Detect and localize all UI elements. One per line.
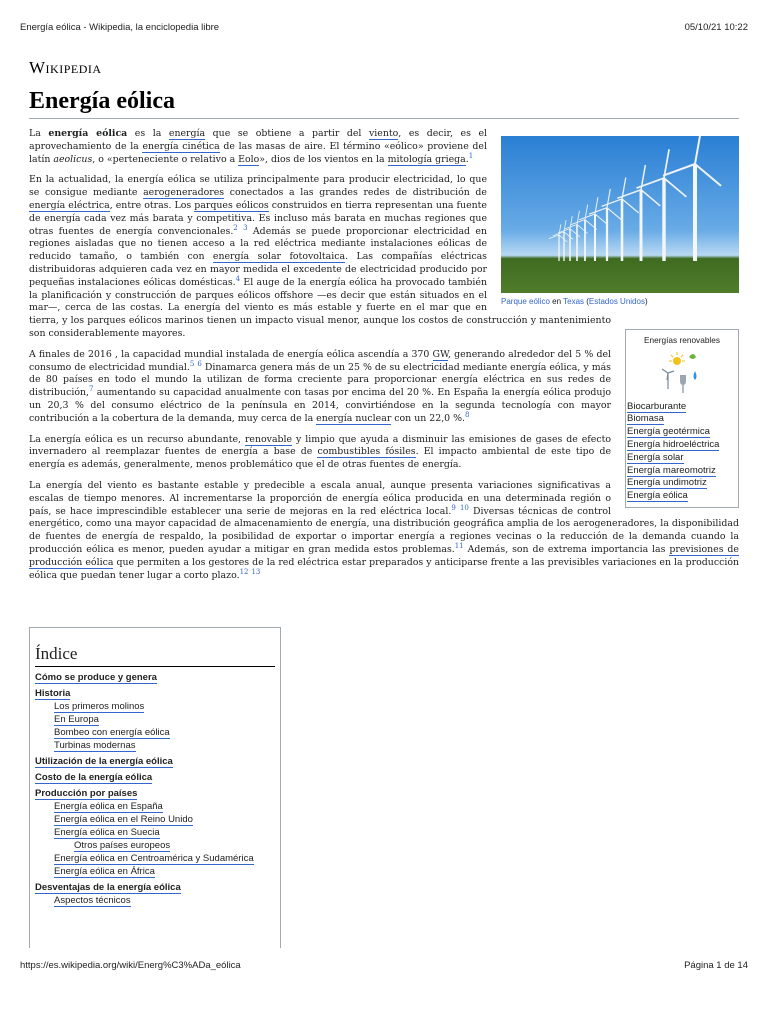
ref-12[interactable]: 12 xyxy=(239,567,249,576)
navbox-item[interactable]: Energía geotérmica xyxy=(627,426,710,438)
link-renovable[interactable]: renovable xyxy=(244,433,293,445)
print-header xyxy=(20,22,748,33)
toc-item[interactable]: Energía eólica en España xyxy=(54,801,163,812)
ref-10[interactable]: 10 xyxy=(459,503,469,512)
link-energia-electrica[interactable]: energía eléctrica xyxy=(29,199,110,211)
link-previsiones-produccion-eolica[interactable]: previsiones de producción eólica xyxy=(29,543,739,568)
renewables-navbox xyxy=(625,329,739,508)
table-of-contents xyxy=(29,627,281,948)
print-datetime: 05/10/21 10:22 xyxy=(684,22,748,33)
toc-item[interactable]: Otros países europeos xyxy=(74,840,171,851)
ref-2[interactable]: 2 xyxy=(233,223,238,232)
wikipedia-logo[interactable]: Wikipedia xyxy=(29,58,102,77)
ref-9[interactable]: 9 xyxy=(451,503,456,512)
caption-link-texas[interactable]: Texas xyxy=(563,297,585,306)
link-combustibles-fosiles[interactable]: combustibles fósiles xyxy=(317,446,416,458)
link-gw[interactable]: GW xyxy=(432,348,448,360)
navbox-item[interactable]: Biomasa xyxy=(627,413,664,425)
toc-item[interactable]: Historia xyxy=(35,688,71,699)
toc-item[interactable]: Costo de la energía eólica xyxy=(35,772,153,783)
toc-item[interactable]: Energía eólica en el Reino Unido xyxy=(54,814,193,825)
print-footer xyxy=(20,960,748,971)
paragraph-1: La energía eólica es la energía que se obtiene a partir del viento, es decir, es el aprovechamiento de la energía cinética de las masas de aire. El término «eólico» proviene del latín aeolicus, o «perteneciente o relativo a Eolo», dios de los vientos en la mitología griega.$^1$ xyxy=(29,128,488,165)
toc-item[interactable]: Bombeo con energía eólica xyxy=(54,727,170,738)
article-image-box xyxy=(501,136,739,309)
image-caption: Parque eólico en Texas (Estados Unidos) xyxy=(501,297,648,306)
toc-item[interactable]: Desventajas de la energía eólica xyxy=(35,882,181,893)
caption-link-eeuu[interactable]: Estados Unidos xyxy=(588,297,645,306)
link-viento[interactable]: viento xyxy=(369,128,399,139)
navbox-item[interactable]: Energía hidroeléctrica xyxy=(627,438,720,450)
toc-item[interactable]: Energía eólica en Centroamérica y Sudamérica xyxy=(54,853,254,864)
toc-item[interactable]: Los primeros molinos xyxy=(54,701,145,712)
ref-5[interactable]: 5 xyxy=(189,359,195,368)
ref-1[interactable]: 1 xyxy=(468,151,474,160)
link-energia[interactable]: energía xyxy=(168,128,206,139)
ref-4[interactable]: 4 xyxy=(235,274,241,283)
ref-13[interactable]: 13 xyxy=(251,567,261,576)
navbox-item[interactable]: Biocarburante xyxy=(627,400,687,412)
toc-title: Índice xyxy=(35,644,275,667)
link-energia-nuclear[interactable]: energía nuclear xyxy=(316,412,392,424)
tab-title: Energía eólica - Wikipedia, la enciclopedia libre xyxy=(20,22,220,33)
toc-item[interactable]: Energía eólica en Suecia xyxy=(54,827,160,838)
wind-turbines-illustration xyxy=(501,136,739,293)
link-eolo[interactable]: Eolo xyxy=(238,153,260,165)
article-body xyxy=(29,128,739,590)
ref-8[interactable]: 8 xyxy=(465,410,470,419)
wind-farm-photo[interactable] xyxy=(501,136,739,293)
paragraph-3: A finales de 2016 , la capacidad mundial instalada de energía eólica ascendía a 370 GW, generando alrededor del 5 % del consumo de electricidad mundial.$^5$ $^6$ Dinamarca genera más de un 25 % de su electricidad mediante energía eólica, y más de 80 países en todo el mundo la utilizan de forma creciente para proporcionar energía eléctrica en sus redes de distribución,$^7$ aumentando su capacidad anualmente con tasas por encima del 20 %. En España la energía eólica produjo un 20,3 % del consumo eléctrico de la península en 2014, convirtiéndose en la segunda tecnología con mayor contribución a la cobertura de la demanda, muy cerca de la energía nuclear con un 22,0 %.$^8$ xyxy=(29,348,612,424)
toc-item[interactable]: Energía eólica en África xyxy=(54,866,155,877)
ref-11[interactable]: 11 xyxy=(454,541,464,550)
navbox-item[interactable]: Energía eólica xyxy=(627,490,688,502)
link-mitologia-griega[interactable]: mitología griega xyxy=(387,153,466,165)
toc-item[interactable]: Utilización de la energía eólica xyxy=(35,756,173,767)
toc-list xyxy=(30,672,280,906)
navbox-title: Energías renovables xyxy=(643,334,721,345)
link-energia-cinetica[interactable]: energía cinética xyxy=(142,140,220,152)
ref-6[interactable]: 6 xyxy=(197,359,202,368)
link-parques-eolicos[interactable]: parques eólicos xyxy=(194,199,269,211)
toc-item[interactable]: En Europa xyxy=(54,714,99,725)
toc-item[interactable]: Turbinas modernas xyxy=(54,740,136,751)
toc-item[interactable]: Producción por países xyxy=(35,788,138,799)
paragraph-2: En la actualidad, la energía eólica se utiliza principalmente para producir electricidad, lo que se consigue mediante aerogeneradores conectados a las grandes redes de distribución de energía eléctrica, entre otras. Los parques eólicos construidos en tierra representan una fuente de energía cada vez más barata y competitiva. Es incluso más barata en muchas regiones que otras fuentes de energía convencionales.$^2$ $^3$ Además se puede proporcionar electricidad en regiones aisladas que no tienen acceso a la red eléctrica mediante instalaciones eólicas de reducido tamaño, o también con energía solar fotovoltaica. Las compañías eléctricas distribuidoras adquieren cada vez en mayor medida el excedente de electricidad producido por pequeñas instalaciones eólicas domésticas.$^4$ El auge de la energía eólica ha provocado también la planificación y construcción de parques eólicos offshore —es decir que están situados en el mar—, cerca de las costas. La energía del viento es más estable y fuerte en el mar que en tierra, y los parques eólicos marinos tienen un impacto visual menor, aunque los costos de construcción y mantenimiento son considerablemente mayores. xyxy=(29,174,611,339)
paragraph-5: La energía del viento es bastante estable y predecible a escala anual, aunque presenta variaciones significativas a escalas de tiempo menores. Al incrementarse la proporción de energía eólica producida en una determinada región o país, se hace imprescindible establecer una serie de mejoras en la red eléctrica local.$^9$ $^{10}$ Diversas técnicas de control energético, como una mayor capacidad de almacenamiento de energía, una distribución geográfica amplia de los aerogeneradores, la disponibilidad de fuentes de energía de respaldo, la posibilidad de exportar o importar energía a regiones vecinas o la reducción de la demanda cuando la producción eólica es menor, pueden ayudar a mitigar en gran medida estos problemas.$^{11}$ Además, son de extrema importancia las previsiones de producción eólica que permiten a los gestores de la red eléctrica estar preparados y anticiparse frente a las previsibles variaciones en la producción eólica que puedan tener lugar a corto plazo.$^{12}$ $^{13}$ xyxy=(29,479,740,581)
link-energia-solar-fotovoltaica[interactable]: energía solar fotovoltaica xyxy=(212,251,346,263)
page-title: Energía eólica xyxy=(29,88,739,119)
ref-7[interactable]: 7 xyxy=(89,385,94,394)
link-aerogeneradores[interactable]: aerogeneradores xyxy=(143,187,225,199)
navbox-item[interactable]: Energía mareomotriz xyxy=(627,464,716,476)
page-url: https://es.wikipedia.org/wiki/Energ%C3%ADa_eólica xyxy=(20,960,241,971)
paragraph-4: La energía eólica es un recurso abundante, renovable y limpio que ayuda a disminuir las emisiones de gases de efecto invernadero al reemplazar fuentes de energía a base de combustibles fósiles. El impacto ambiental de este tipo de energía es además, generalmente, menos problemático que el de otras fuentes de energía. xyxy=(29,433,611,471)
navbox-list xyxy=(626,401,738,503)
ref-3[interactable]: 3 xyxy=(243,223,248,232)
renewable-energy-icon xyxy=(626,349,738,401)
caption-link-parque[interactable]: Parque eólico xyxy=(501,297,550,306)
page-number: Página 1 de 14 xyxy=(684,960,748,971)
navbox-item[interactable]: Energía solar xyxy=(627,451,684,463)
toc-item[interactable]: Aspectos técnicos xyxy=(54,895,131,906)
navbox-item[interactable]: Energía undimotriz xyxy=(627,477,707,489)
toc-item[interactable]: Cómo se produce y genera xyxy=(35,672,157,683)
